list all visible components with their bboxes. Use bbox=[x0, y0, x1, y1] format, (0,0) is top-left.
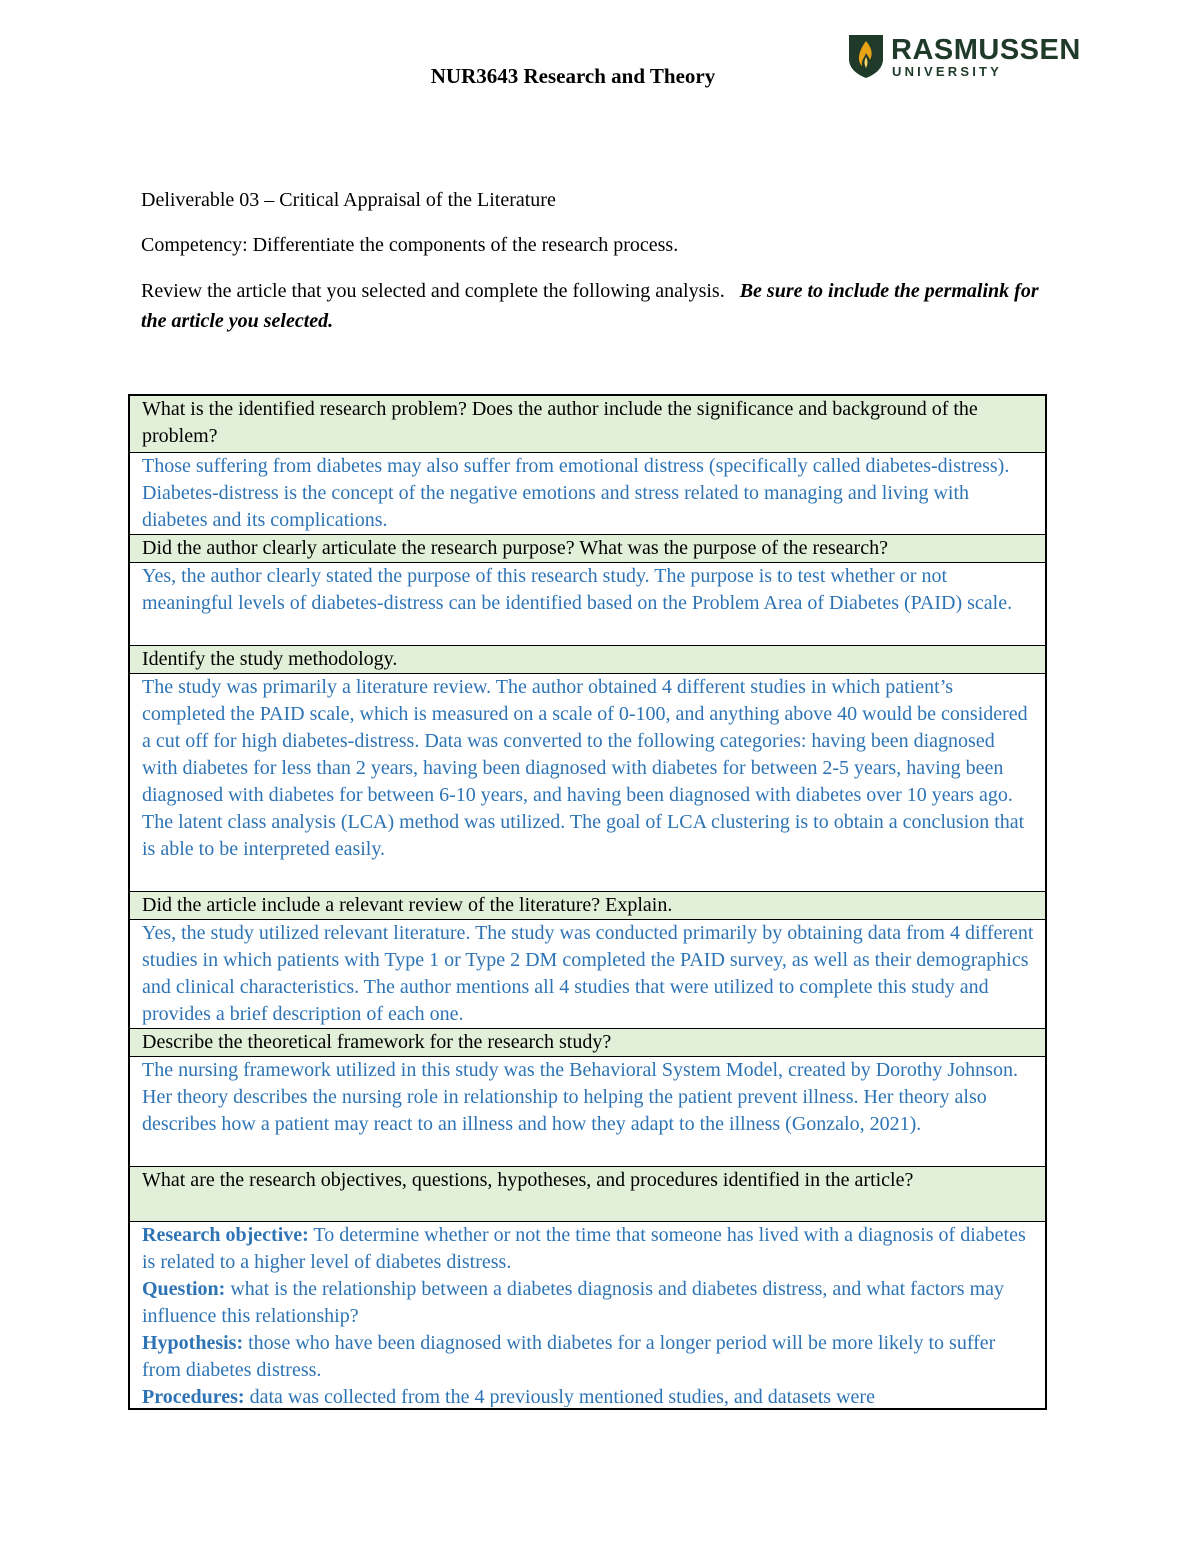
answer-part-text: those who have been diagnosed with diabetes for a longer period will be more likely to suffer from diabetes distress. bbox=[142, 1332, 996, 1381]
answer-part-label: Question: bbox=[142, 1278, 226, 1300]
question-cell: Did the author clearly articulate the research purpose? What was the purpose of the research? bbox=[130, 534, 1045, 562]
answer-part bbox=[142, 1384, 1035, 1407]
instruction-emphasis: Be sure to include the permalink for the article you selected. bbox=[141, 280, 1039, 332]
logo-wordmark: RASMUSSEN bbox=[891, 34, 1081, 66]
course-title: NUR3643 Research and Theory bbox=[430, 64, 716, 88]
answer-part bbox=[142, 1222, 1035, 1276]
answer-cell: Yes, the author clearly stated the purpose of this research study. The purpose is to test whether or not meaningful levels of diabetes-distress can be identified based on the Problem Area of Diabetes (PAID) scale. bbox=[130, 562, 1045, 645]
question-cell: Did the article include a relevant review of the literature? Explain. bbox=[130, 891, 1045, 919]
logo-subtitle: UNIVERSITY bbox=[892, 64, 1003, 79]
answer-cell: Yes, the study utilized relevant literature. The study was conducted primarily by obtaining data from 4 different studies in which patients with Type 1 or Type 2 DM completed the PAID survey, as well as their demographics and clinical characteristics. The author mentions all 4 studies that were utilized to complete this study and provides a brief description of each one. bbox=[130, 919, 1045, 1028]
answer-cell bbox=[130, 1221, 1045, 1407]
appraisal-table bbox=[128, 394, 1047, 1410]
answer-part-text: what is the relationship between a diabetes diagnosis and diabetes distress, and what factors may influence this relationship? bbox=[142, 1278, 1005, 1327]
answer-part bbox=[142, 1330, 1035, 1384]
answer-cell: The study was primarily a literature review. The author obtained 4 different studies in which patient’s completed the PAID scale, which is measured on a scale of 0-100, and anything above 40 would be considered a cut off for high diabetes-distress. Data was converted to the following categories: having been diagnosed with diabetes for less than 2 years, having been diagnosed with diabetes for between 2-5 years, having been diagnosed with diabetes for between 6-10 years, and having been diagnosed with diabetes over 10 years ago. The latent class analysis (LCA) method was utilized. The goal of LCA clustering is to obtain a conclusion that is able to be interpreted easily. bbox=[130, 673, 1045, 891]
competency-line bbox=[141, 230, 1061, 260]
flame-shield-icon bbox=[846, 33, 886, 79]
answer-part-label: Research objective: bbox=[142, 1224, 309, 1246]
answer-part-text: data was collected from the 4 previously mentioned studies, and datasets were bbox=[244, 1386, 875, 1407]
question-cell: Identify the study methodology. bbox=[130, 645, 1045, 673]
answer-cell: The nursing framework utilized in this study was the Behavioral System Model, created by Dorothy Johnson. Her theory describes the nursing role in relationship to helping the patient prevent illness. Her theory also describes how a patient may react to an illness and how they adapt to the illness (Gonzalo, 2021). bbox=[130, 1056, 1045, 1166]
answer-part bbox=[142, 1276, 1035, 1330]
instruction-plain: Review the article that you selected and complete the following analysis. bbox=[141, 280, 725, 302]
question-cell: Describe the theoretical framework for the research study? bbox=[130, 1028, 1045, 1056]
answer-cell: Those suffering from diabetes may also suffer from emotional distress (specifically called diabetes-distress). Diabetes-distress is the concept of the negative emotions and stress related to managing and living with diabetes and its complications. bbox=[130, 452, 1045, 534]
question-cell: What is the identified research problem? Does the author include the significance and background of the problem? bbox=[130, 396, 1045, 452]
deliverable-line bbox=[141, 185, 1061, 215]
answer-part-text: To determine whether or not the time that someone has lived with a diagnosis of diabetes is related to a higher level of diabetes distress. bbox=[142, 1224, 1026, 1273]
university-logo bbox=[846, 33, 1081, 83]
question-cell: What are the research objectives, questions, hypotheses, and procedures identified in the article? bbox=[130, 1166, 1045, 1221]
answer-part-label: Procedures: bbox=[142, 1386, 245, 1407]
instruction-text bbox=[141, 276, 1061, 336]
instruction-paragraph bbox=[141, 276, 1061, 336]
answer-part-label: Hypothesis: bbox=[142, 1332, 244, 1354]
competency-text: Competency: Differentiate the components of the research process. bbox=[141, 234, 679, 256]
deliverable-title: Deliverable 03 – Critical Appraisal of the Literature bbox=[141, 189, 556, 211]
